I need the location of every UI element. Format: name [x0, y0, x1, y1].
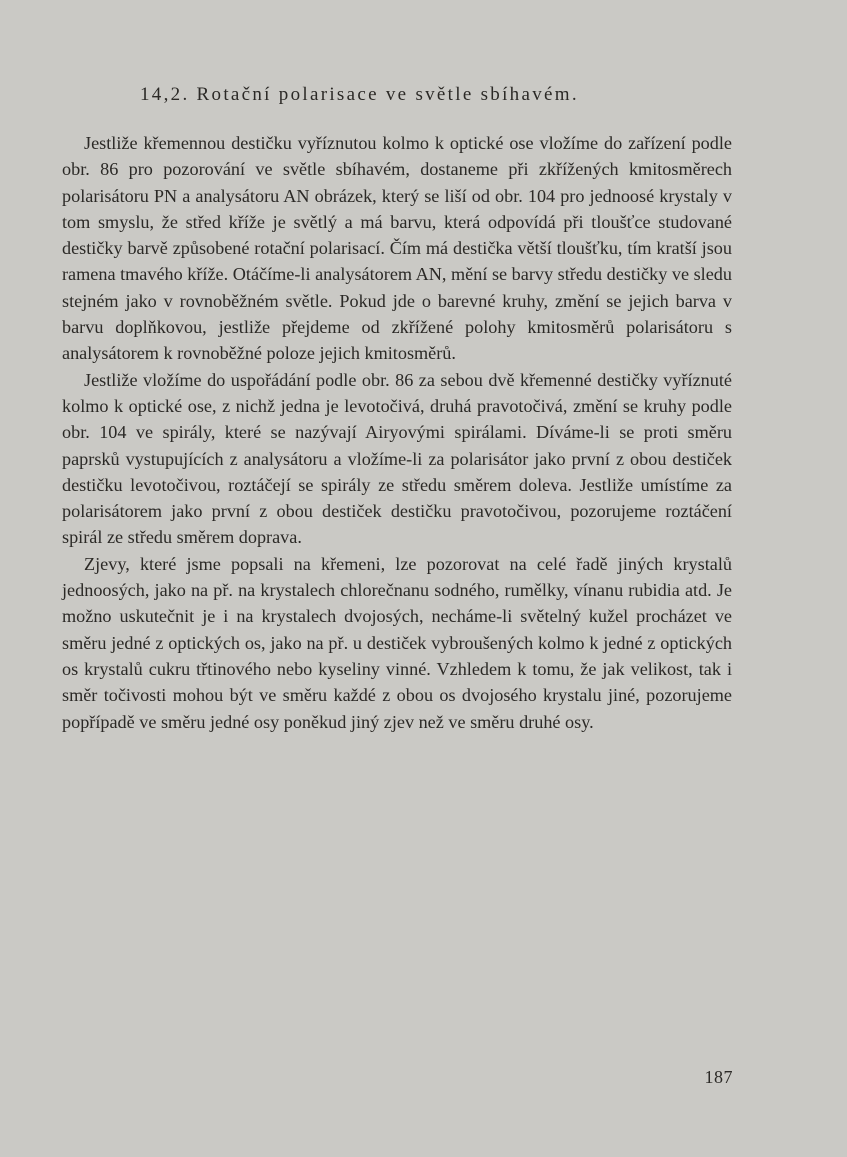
paragraph-3: Zjevy, které jsme popsali na křemeni, lze pozorovat na celé řadě jiných krystalů jednoosých, jako na př. na krystalech chlorečnanu sodného, rumělky, vínanu rubidia atd. Je možno uskutečnit je i na krystalech dvojosých, necháme-li světelný kužel procházet ve směru jedné z optických os, jako na př. u destiček vybroušených kolmo k jedné z optických os krystalů cukru třtinového nebo kyseliny vinné. Vzhledem k tomu, že jak velikost, tak i směr točivosti mohou být ve směru každé z obou os dvojosého krystalu jiné, pozorujeme popřípadě ve směru jedné osy poněkud jiný zjev než ve směru druhé osy. — [62, 553, 732, 732]
paragraph-1: Jestliže křemennou destičku vyříznutou kolmo k optické ose vložíme do zařízení podle obr. 86 pro pozorování ve světle sbíhavém, dostaneme při zkřížených kmitosměrech polarisátoru PN a analysátoru AN obrázek, který se liší od obr. 104 pro jednoosé krystaly v tom smyslu, že střed kříže je světlý a má barvu, která odpovídá při tloušťce studované destičky barvě způsobené rotační polarisací. Čím má destička větší tloušťku, tím kratší jsou ramena tmavého kříže. Otáčíme-li analysátorem AN, mění se barvy středu destičky ve sledu stejném jako v rovnoběžném světle. Pokud jde o barevné kruhy, změní se jejich barva v barvu doplňkovou, jestliže přejdeme od zkřížené polohy kmitosměrů polarisátoru s analysátorem k rovnoběžné poloze jejich kmitosměrů. — [62, 133, 732, 364]
body-text — [62, 130, 732, 735]
paragraph-2: Jestliže vložíme do uspořádání podle obr. 86 za sebou dvě křemenné destičky vyříznuté kolmo k optické ose, z nichž jedna je levotočivá, druhá pravotočivá, změní se kruhy podle obr. 104 ve spirály, které se nazývají Airyovými spirálami. Díváme-li se proti směru paprsků vystupujících z analysátoru a vložíme-li za polarisátor jako první z obou destiček destičku levotočivou, roztáčejí se spirály ze středu směrem doleva. Jestliže umístíme za polarisátorem jako první z obou destiček destičku pravotočivou, pozorujeme roztáčení spirál ze středu směrem doprava. — [62, 369, 732, 548]
page-number: 187 — [704, 1067, 733, 1087]
section-heading: 14,2. Rotační polarisace ve světle sbíhavém. — [140, 84, 579, 105]
